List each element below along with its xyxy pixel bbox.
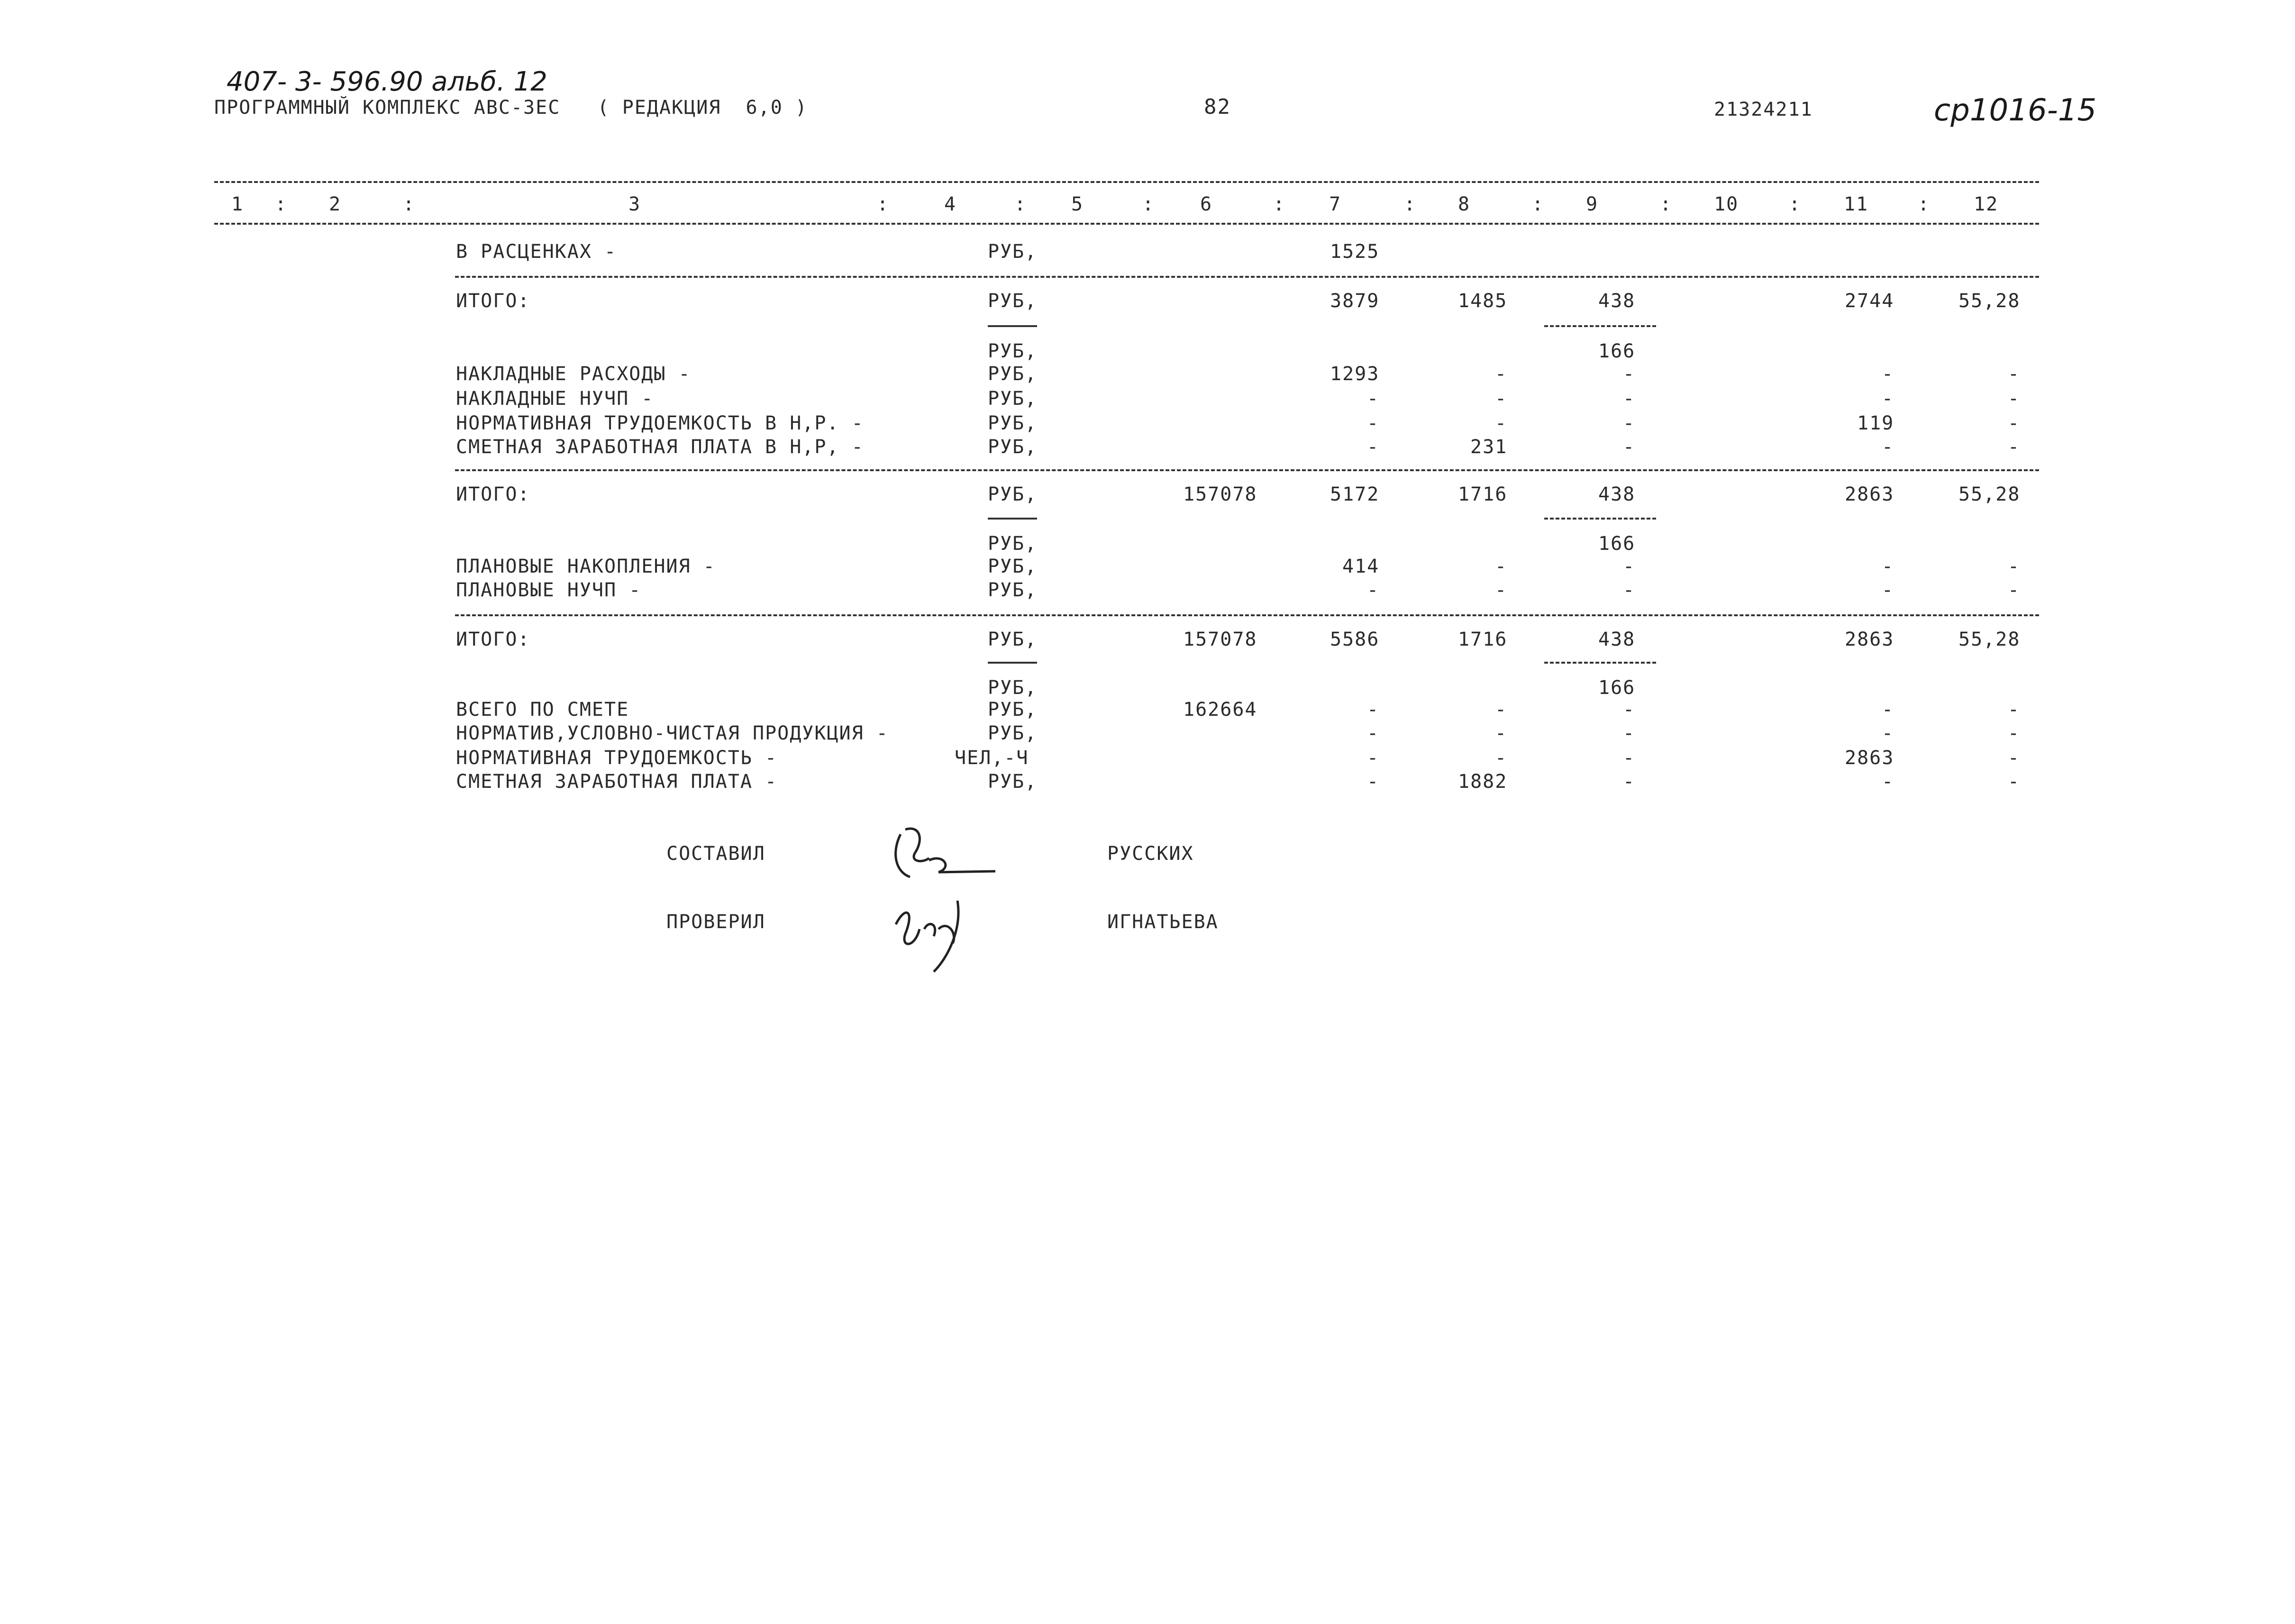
cell-col11: - xyxy=(1882,771,1894,793)
cell-col7: 414 xyxy=(1342,556,1380,577)
col-header: 5 xyxy=(1071,193,1084,215)
cell-col9: - xyxy=(1623,388,1636,410)
cell-col7: - xyxy=(1367,747,1380,769)
cell-col8: 1485 xyxy=(1458,290,1508,312)
cell-col9: - xyxy=(1623,747,1636,769)
cell-col11: - xyxy=(1882,722,1894,744)
cell-col7: - xyxy=(1367,412,1380,434)
col-header: 7 xyxy=(1329,193,1342,215)
cell-col11: - xyxy=(1882,699,1894,721)
cell-col9: - xyxy=(1623,412,1636,434)
row-label: ВСЕГО ПО СМЕТЕ xyxy=(456,699,629,721)
section-rule xyxy=(455,614,2039,616)
row-label: НАКЛАДНЫЕ РАСХОДЫ - xyxy=(456,363,691,385)
col-separator: : xyxy=(1273,193,1286,215)
cell-col9: - xyxy=(1623,722,1636,744)
row-unit: РУБ, xyxy=(988,533,1038,555)
cell-col7: 1525 xyxy=(1330,241,1380,263)
row-unit: РУБ, xyxy=(988,484,1038,505)
row-label: НОРМАТИВНАЯ ТРУДОЕМКОСТЬ - xyxy=(456,747,778,769)
value-underline xyxy=(1544,518,1656,520)
row-unit: РУБ, xyxy=(988,771,1038,793)
row-unit: РУБ, xyxy=(988,363,1038,385)
cell-col11: 2744 xyxy=(1845,290,1894,312)
page-number: 82 xyxy=(1204,95,1231,119)
cell-col9: - xyxy=(1623,556,1636,577)
col-separator: : xyxy=(1404,193,1417,215)
cell-col11: - xyxy=(1882,388,1894,410)
col-separator: : xyxy=(403,193,416,215)
checked-name: ИГНАТЬЕВА xyxy=(1107,911,1219,933)
unit-underline xyxy=(988,518,1037,520)
cell-col11: 119 xyxy=(1857,412,1894,434)
cell-col11: 2863 xyxy=(1845,484,1894,505)
cell-col8: - xyxy=(1495,747,1508,769)
row-label: СМЕТНАЯ ЗАРАБОТНАЯ ПЛАТА - xyxy=(456,771,778,793)
row-unit: РУБ, xyxy=(988,579,1038,601)
checked-label: ПРОВЕРИЛ xyxy=(666,911,765,933)
cell-col12: 55,28 xyxy=(1958,484,2021,505)
row-label: СМЕТНАЯ ЗАРАБОТНАЯ ПЛАТА В Н,Р, - xyxy=(456,436,864,458)
cell-col8: 1716 xyxy=(1458,629,1508,650)
cell-col9: - xyxy=(1623,699,1636,721)
cell-col11: - xyxy=(1882,579,1894,601)
program-line: ПРОГРАММНЫЙ КОМПЛЕКС АВС-3ЕС ( РЕДАКЦИЯ 6,0 ) xyxy=(214,97,808,119)
handwritten-doc-code: 407- 3- 596.90 альб. 12 xyxy=(227,66,547,97)
signature-composer xyxy=(882,820,1005,886)
cell-col7: - xyxy=(1367,436,1380,458)
col-separator: : xyxy=(1532,193,1545,215)
doc-number: 21324211 xyxy=(1714,99,1813,120)
row-unit: РУБ, xyxy=(988,556,1038,577)
col-header: 8 xyxy=(1458,193,1471,215)
cell-col7: - xyxy=(1367,579,1380,601)
cell-col7: 3879 xyxy=(1330,290,1380,312)
cell-col8: 1882 xyxy=(1458,771,1508,793)
cell-col12: - xyxy=(2008,699,2021,721)
cell-col7: 5172 xyxy=(1330,484,1380,505)
col-separator: : xyxy=(1142,193,1155,215)
row-unit: РУБ, xyxy=(988,677,1038,699)
cell-col6: 157078 xyxy=(1183,629,1257,650)
col-header: 1 xyxy=(231,193,244,215)
cell-col9: - xyxy=(1623,363,1636,385)
cell-col9: 438 xyxy=(1598,484,1636,505)
cell-col8: 1716 xyxy=(1458,484,1508,505)
value-underline xyxy=(1544,662,1656,664)
cell-col7: 5586 xyxy=(1330,629,1380,650)
cell-col12: - xyxy=(2008,722,2021,744)
col-header: 12 xyxy=(1974,193,1999,215)
header-bottom-rule xyxy=(214,223,2039,225)
row-unit: РУБ, xyxy=(988,436,1038,458)
cell-col11: 2863 xyxy=(1845,629,1894,650)
row-label: ПЛАНОВЫЕ НАКОПЛЕНИЯ - xyxy=(456,556,716,577)
cell-col12: - xyxy=(2008,363,2021,385)
cell-col8: - xyxy=(1495,699,1508,721)
row-unit: РУБ, xyxy=(988,629,1038,650)
cell-col9: - xyxy=(1623,771,1636,793)
row-unit: РУБ, xyxy=(988,722,1038,744)
row-unit: РУБ, xyxy=(988,412,1038,434)
row-label: ИТОГО: xyxy=(456,290,530,312)
cell-col9: 438 xyxy=(1598,290,1636,312)
row-label: НОРМАТИВ,УСЛОВНО-ЧИСТАЯ ПРОДУКЦИЯ - xyxy=(456,722,889,744)
cell-col11: - xyxy=(1882,556,1894,577)
col-header: 11 xyxy=(1844,193,1869,215)
col-header: 9 xyxy=(1586,193,1599,215)
section-rule xyxy=(455,469,2039,471)
cell-col11: 2863 xyxy=(1845,747,1894,769)
col-separator: : xyxy=(877,193,890,215)
signature-checker xyxy=(886,891,1000,976)
cell-col8: - xyxy=(1495,722,1508,744)
col-header: 10 xyxy=(1714,193,1739,215)
col-header: 2 xyxy=(329,193,342,215)
cell-col12: - xyxy=(2008,436,2021,458)
col-separator: : xyxy=(1014,193,1027,215)
col-header: 6 xyxy=(1200,193,1213,215)
table-top-rule xyxy=(214,181,2039,183)
cell-col7: 1293 xyxy=(1330,363,1380,385)
row-unit: РУБ, xyxy=(988,340,1038,362)
col-separator: : xyxy=(1789,193,1802,215)
cell-col9: 166 xyxy=(1598,677,1636,699)
cell-col8: - xyxy=(1495,388,1508,410)
cell-col8: - xyxy=(1495,579,1508,601)
row-label: ПЛАНОВЫЕ НУЧП - xyxy=(456,579,642,601)
row-label: НОРМАТИВНАЯ ТРУДОЕМКОСТЬ В Н,Р. - xyxy=(456,412,864,434)
cell-col7: - xyxy=(1367,388,1380,410)
unit-underline xyxy=(988,325,1037,327)
cell-col12: - xyxy=(2008,747,2021,769)
cell-col8: - xyxy=(1495,363,1508,385)
row-unit: ЧЕЛ,-Ч xyxy=(955,747,1029,769)
unit-underline xyxy=(988,662,1037,664)
cell-col12: - xyxy=(2008,412,2021,434)
cell-col9: - xyxy=(1623,579,1636,601)
row-unit: РУБ, xyxy=(988,388,1038,410)
cell-col12: 55,28 xyxy=(1958,629,2021,650)
value-underline xyxy=(1544,325,1656,327)
col-separator: : xyxy=(275,193,288,215)
cell-col12: - xyxy=(2008,579,2021,601)
row-unit: РУБ, xyxy=(988,699,1038,721)
cell-col9: 438 xyxy=(1598,629,1636,650)
cell-col6: 157078 xyxy=(1183,484,1257,505)
row-unit: РУБ, xyxy=(988,290,1038,312)
cell-col8: 231 xyxy=(1470,436,1508,458)
cell-col7: - xyxy=(1367,699,1380,721)
cell-col8: - xyxy=(1495,556,1508,577)
row-label: ИТОГО: xyxy=(456,629,530,650)
cell-col11: - xyxy=(1882,436,1894,458)
cell-col12: - xyxy=(2008,556,2021,577)
handwritten-sheet-number: ср1016-15 xyxy=(1934,93,2097,128)
row-label: В РАСЦЕНКАХ - xyxy=(456,241,617,263)
cell-col7: - xyxy=(1367,771,1380,793)
cell-col9: 166 xyxy=(1598,533,1636,555)
row-unit: РУБ, xyxy=(988,241,1038,263)
composed-name: РУССКИХ xyxy=(1107,843,1194,865)
col-header: 4 xyxy=(944,193,957,215)
cell-col11: - xyxy=(1882,363,1894,385)
cell-col6: 162664 xyxy=(1183,699,1257,721)
cell-col7: - xyxy=(1367,722,1380,744)
col-separator: : xyxy=(1918,193,1931,215)
section-rule xyxy=(455,276,2039,278)
row-label: ИТОГО: xyxy=(456,484,530,505)
col-separator: : xyxy=(1660,193,1673,215)
composed-label: СОСТАВИЛ xyxy=(666,843,765,865)
cell-col9: - xyxy=(1623,436,1636,458)
cell-col8: - xyxy=(1495,412,1508,434)
cell-col12: - xyxy=(2008,771,2021,793)
row-label: НАКЛАДНЫЕ НУЧП - xyxy=(456,388,654,410)
cell-col12: - xyxy=(2008,388,2021,410)
cell-col12: 55,28 xyxy=(1958,290,2021,312)
col-header: 3 xyxy=(628,193,641,215)
cell-col9: 166 xyxy=(1598,340,1636,362)
